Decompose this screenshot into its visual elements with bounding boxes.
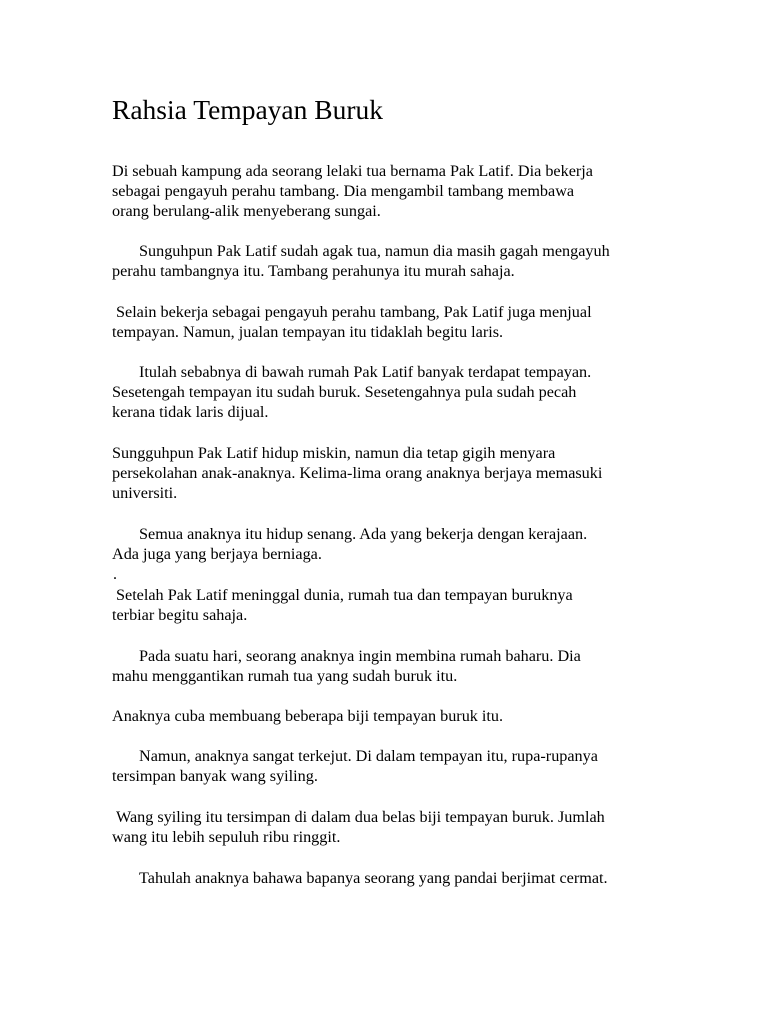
paragraph-line: sebagai pengayuh perahu tambang. Dia mengambil tambang membawa <box>112 182 575 201</box>
paragraph-line: tersimpan banyak wang syiling. <box>112 767 318 786</box>
document-title: Rahsia Tempayan Buruk <box>112 94 383 125</box>
paragraph-7 <box>112 585 672 625</box>
paragraph-line: Di sebuah kampung ada seorang lelaki tua bernama Pak Latif. Dia bekerja <box>112 162 593 180</box>
paragraph-line: Pada suatu hari, seorang anaknya ingin membina rumah baharu. Dia <box>139 647 581 665</box>
paragraph-line: orang berulang-alik menyeberang sungai. <box>112 202 381 221</box>
paragraph-line: tempayan. Namun, jualan tempayan itu tidaklah begitu laris. <box>112 323 504 342</box>
paragraph-line: Sesetengah tempayan itu sudah buruk. Sesetengahnya pula sudah pecah <box>112 383 577 402</box>
paragraph-line: kerana tidak laris dijual. <box>112 403 269 422</box>
stray-mark: . <box>113 566 117 583</box>
paragraph-line: terbiar begitu sahaja. <box>112 606 248 625</box>
paragraph-12 <box>112 868 672 888</box>
paragraph-line: persekolahan anak-anaknya. Kelima-lima orang anaknya berjaya memasuki <box>112 464 603 483</box>
paragraph-line: universiti. <box>112 484 178 503</box>
paragraph-8 <box>112 646 672 686</box>
paragraph-11 <box>112 807 672 847</box>
paragraph-10 <box>112 746 672 786</box>
paragraph-line: Itulah sebabnya di bawah rumah Pak Latif banyak terdapat tempayan. <box>139 363 592 381</box>
paragraph-line: wang itu lebih sepuluh ribu ringgit. <box>112 828 341 847</box>
paragraph-9 <box>112 706 672 726</box>
paragraph-line: mahu menggantikan rumah tua yang sudah buruk itu. <box>112 667 458 686</box>
paragraph-line: Semua anaknya itu hidup senang. Ada yang bekerja dengan kerajaan. <box>139 525 588 543</box>
paragraph-4 <box>112 362 672 423</box>
paragraph-6 <box>112 524 672 564</box>
paragraph-line: Sunguhpun Pak Latif sudah agak tua, namun dia masih gagah mengayuh <box>139 242 610 260</box>
paragraph-line: Tahulah anaknya bahawa bapanya seorang yang pandai berjimat cermat. <box>139 869 608 887</box>
paragraph-line: Setelah Pak Latif meninggal dunia, rumah tua dan tempayan buruknya <box>116 586 573 604</box>
paragraph-line: Namun, anaknya sangat terkejut. Di dalam tempayan itu, rupa-rupanya <box>139 747 598 765</box>
paragraph-5 <box>112 443 672 504</box>
paragraph-line: Wang syiling itu tersimpan di dalam dua belas biji tempayan buruk. Jumlah <box>116 808 605 826</box>
paragraph-3 <box>112 302 672 342</box>
paragraph-line: perahu tambangnya itu. Tambang perahunya itu murah sahaja. <box>112 262 515 281</box>
paragraph-line: Ada juga yang berjaya berniaga. <box>112 545 322 564</box>
paragraph-1 <box>112 161 672 222</box>
paragraph-2 <box>112 241 672 281</box>
paragraph-line: Sungguhpun Pak Latif hidup miskin, namun dia tetap gigih menyara <box>112 444 556 462</box>
paragraph-line: Selain bekerja sebagai pengayuh perahu tambang, Pak Latif juga menjual <box>116 303 592 321</box>
paragraph-line: Anaknya cuba membuang beberapa biji tempayan buruk itu. <box>112 707 504 725</box>
